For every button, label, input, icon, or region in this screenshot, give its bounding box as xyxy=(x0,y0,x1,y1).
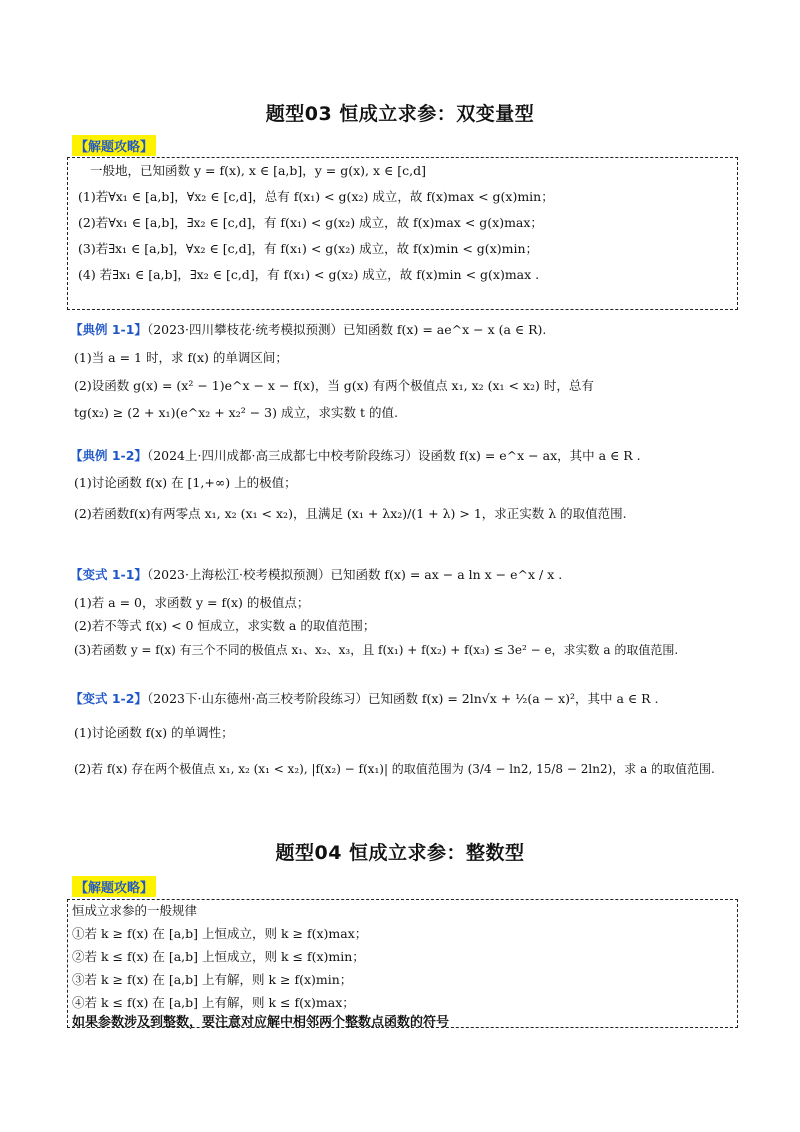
section2-title: 题型04 恒成立求参：整数型 xyxy=(275,842,525,864)
rule-1: ①若 k ≥ f(x) 在 [a,b] 上恒成立，则 k ≥ f(x)max； xyxy=(72,926,368,941)
rule-heading: 恒成立求参的一般规律 xyxy=(72,903,198,918)
variant-1-1-part-2: (2)若不等式 f(x) < 0 恒成立，求实数 a 的取值范围； xyxy=(74,618,376,633)
strategy-rule-4: (4) 若∃x₁ ∈ [a,b]，∃x₂ ∈ [c,d]，有 f(x₁) < g(x₂) 成立，故 f(x)min < g(x)max . xyxy=(78,267,540,282)
section2-strategy-box xyxy=(67,899,738,1028)
variant-1-1-part-3: (3)若函数 y = f(x) 有三个不同的极值点 x₁、x₂、x₃，且 f(x₁) + f(x₂) + f(x₃) ≤ 3e² − e，求实数 a 的取值范围. xyxy=(74,643,679,657)
section2-strategy-tag: 【解题攻略】 xyxy=(72,876,156,897)
variant-1-2-part-2: (2)若 f(x) 存在两个极值点 x₁, x₂ (x₁ < x₂), |f(x₂) − f(x₁)| 的取值范围为 (3/4 − ln2, 15/8 − 2ln2)，求 a 的取值范围. xyxy=(74,762,715,776)
variant-1-2-heading xyxy=(70,690,659,708)
integer-note: 如果参数涉及到整数，要注意对应解中相邻两个整数点函数的符号 xyxy=(72,1015,450,1030)
example-1-2-heading xyxy=(70,447,641,465)
variant-1-1-label: 【变式 1-1】 xyxy=(70,567,147,582)
variant-1-2-stem: （2023下·山东德州·高三校考阶段练习）已知函数 f(x) = 2ln√x + ½(a − x)²，其中 a ∈ R . xyxy=(146,691,659,706)
variant-1-2-part-1: (1)讨论函数 f(x) 的单调性； xyxy=(74,725,234,740)
example-1-2-stem: （2024上·四川成都·高三成都七中校考阶段练习）设函数 f(x) = e^x − ax，其中 a ∈ R . xyxy=(146,448,641,463)
example-1-1-heading xyxy=(70,321,546,339)
section1-title: 题型03 恒成立求参：双变量型 xyxy=(265,103,535,125)
variant-1-1-part-1: (1)若 a = 0，求函数 y = f(x) 的极值点； xyxy=(74,595,310,610)
variant-1-1-stem: （2023·上海松江·校考模拟预测）已知函数 f(x) = ax − a ln x − e^x / x . xyxy=(146,567,563,582)
variant-1-2-label: 【变式 1-2】 xyxy=(70,691,147,706)
strategy-rule-1: (1)若∀x₁ ∈ [a,b]，∀x₂ ∈ [c,d]，总有 f(x₁) < g(x₂) 成立，故 f(x)max < g(x)min； xyxy=(78,189,554,204)
example-1-2-part-2: (2)若函数f(x)有两零点 x₁, x₂ (x₁ < x₂)，且满足 (x₁ + λx₂)/(1 + λ) > 1，求正实数 λ 的取值范围. xyxy=(74,506,627,521)
strategy-rule-2: (2)若∀x₁ ∈ [a,b]，∃x₂ ∈ [c,d]，有 f(x₁) < g(x₂) 成立，故 f(x)max < g(x)max； xyxy=(78,215,543,230)
example-1-2-label: 【典例 1-2】 xyxy=(70,448,147,463)
example-1-1-part-2-cont: tg(x₂) ≥ (2 + x₁)(e^x₂ + x₂² − 3) 成立，求实数 t 的值. xyxy=(74,405,398,420)
section1-strategy-box xyxy=(67,157,738,310)
example-1-1-label: 【典例 1-1】 xyxy=(70,322,147,337)
example-1-1-part-1: (1)当 a = 1 时，求 f(x) 的单调区间； xyxy=(74,350,288,365)
rule-2: ②若 k ≤ f(x) 在 [a,b] 上恒成立，则 k ≤ f(x)min； xyxy=(72,949,365,964)
example-1-1-stem: （2023·四川攀枝花·统考模拟预测）已知函数 f(x) = ae^x − x (a ∈ R). xyxy=(146,322,547,337)
rule-4: ④若 k ≤ f(x) 在 [a,b] 上有解，则 k ≤ f(x)max； xyxy=(72,995,355,1010)
strategy-rule-3: (3)若∃x₁ ∈ [a,b]，∀x₂ ∈ [c,d]，有 f(x₁) < g(x₂) 成立，故 f(x)min < g(x)min； xyxy=(78,241,539,256)
example-1-2-part-1: (1)讨论函数 f(x) 在 [1,+∞) 上的极值； xyxy=(74,475,297,490)
example-1-1-part-2: (2)设函数 g(x) = (x² − 1)e^x − x − f(x)，当 g(x) 有两个极值点 x₁, x₂ (x₁ < x₂) 时，总有 xyxy=(74,378,594,393)
rule-3: ③若 k ≥ f(x) 在 [a,b] 上有解，则 k ≥ f(x)min； xyxy=(72,972,353,987)
strategy-intro: 一般地，已知函数 y = f(x), x ∈ [a,b]，y = g(x), x ∈ [c,d] xyxy=(90,163,426,178)
section1-strategy-tag: 【解题攻略】 xyxy=(72,135,156,156)
variant-1-1-heading xyxy=(70,566,562,584)
